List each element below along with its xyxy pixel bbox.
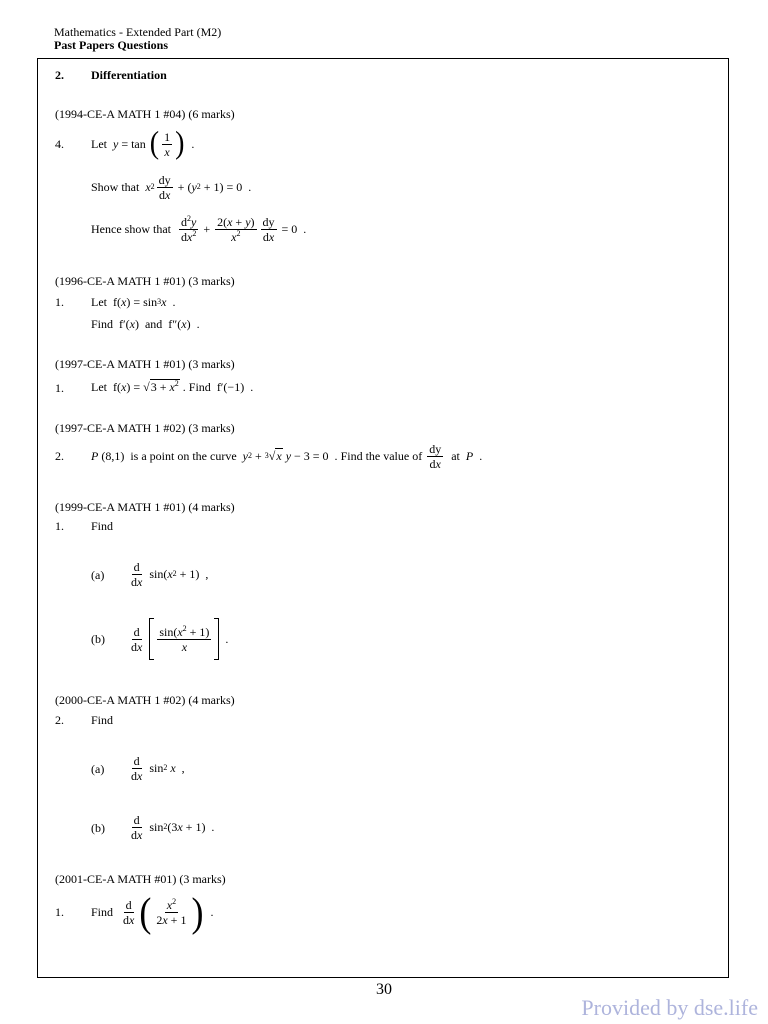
question-number: 1.: [55, 381, 64, 395]
equation-let-f: Let f( x ) = sin 3 x .: [91, 294, 176, 309]
text-find: Find: [91, 713, 114, 727]
text-find: Find: [91, 904, 114, 919]
part-label-a: (a): [91, 762, 105, 776]
question-number: 1.: [55, 519, 64, 533]
question-source: (1999-CE-A MATH 1 #01) (4 marks): [55, 500, 235, 514]
header-title: Past Papers Questions: [54, 38, 168, 52]
part-label-b: (b): [91, 821, 105, 835]
equation-part-b: $\frac{d}{dx}$ $\frac{\sin(x^2 + 1)}{x}$ .: [127, 618, 228, 660]
text-show-that: Show that: [91, 179, 140, 194]
text-find-value: Find the value of: [340, 448, 423, 463]
question-source: (1997-CE-A MATH 1 #01) (3 marks): [55, 357, 235, 371]
footer-credit[interactable]: Provided by dse.life: [581, 995, 758, 1020]
question-source: (2001-CE-A MATH #01) (3 marks): [55, 872, 226, 886]
section-title: Differentiation: [91, 68, 167, 82]
text-hence-show-that: Hence show that: [91, 221, 171, 236]
question-number: 2.: [55, 449, 64, 463]
question-number: 2.: [55, 713, 64, 727]
part-label-b: (b): [91, 632, 105, 646]
question-number: 1.: [55, 295, 64, 309]
equation-hence-show: Hence show that $\frac{d^2y}{dx^2}$ + $\frac{2(x + y)}{x^2}$ $\frac{dy}{dx}$ = 0 .: [91, 213, 307, 244]
equation-let-y: Let y = tan ( $\frac{1}{x}$ ) .: [91, 125, 195, 162]
equation-show-that: Show that x 2 $\frac{dy}{dx}$ + ( y 2 + 1) = 0 .: [91, 172, 252, 202]
text-let: Let: [91, 379, 107, 394]
equation-curve: P (8,1) is a point on the curve y 2 + 3 √ x y − 3 = 0 . Find the value of $\frac{dy}{dx}$ at P .: [91, 441, 483, 471]
equation-sqrt: Let f( x ) = √ $3 + x^2$ . Find f′(−1) .: [91, 379, 254, 394]
question-source: (2000-CE-A MATH 1 #02) (4 marks): [55, 693, 235, 707]
part-label-a: (a): [91, 568, 105, 582]
equation-part-a: $\frac{d}{dx}$ sin( x 2 + 1) ,: [131, 559, 209, 589]
equation-find-derivatives: Find f′( x ) and f″( x ) .: [91, 316, 200, 331]
text-let: Let: [91, 294, 107, 309]
question-number: 1.: [55, 905, 64, 919]
text-find: Find: [188, 379, 211, 394]
question-source: (1994-CE-A MATH 1 #04) (6 marks): [55, 107, 235, 121]
page-number: 30: [376, 981, 392, 998]
text-at: at: [451, 448, 460, 463]
text-find: Find: [91, 316, 114, 331]
text-let: Let: [91, 136, 107, 151]
text-find: Find: [91, 519, 114, 533]
section-number: 2.: [55, 68, 64, 82]
text-curve: is a point on the curve: [130, 448, 237, 463]
text-and: and: [144, 316, 163, 331]
question-number: 4.: [55, 137, 64, 151]
equation-part-a: $\frac{d}{dx}$ sin 2 x ,: [131, 753, 185, 783]
equation-quotient: Find $\frac{d}{dx}$ ( $\frac{x^2}{2x + 1}$ ) .: [91, 889, 214, 935]
header-subject: Mathematics - Extended Part (M2): [54, 25, 222, 39]
equation-part-b: $\frac{d}{dx}$ sin 2 (3 x + 1) .: [131, 812, 215, 842]
question-source: (1996-CE-A MATH 1 #01) (3 marks): [55, 274, 235, 288]
question-source: (1997-CE-A MATH 1 #02) (3 marks): [55, 421, 235, 435]
